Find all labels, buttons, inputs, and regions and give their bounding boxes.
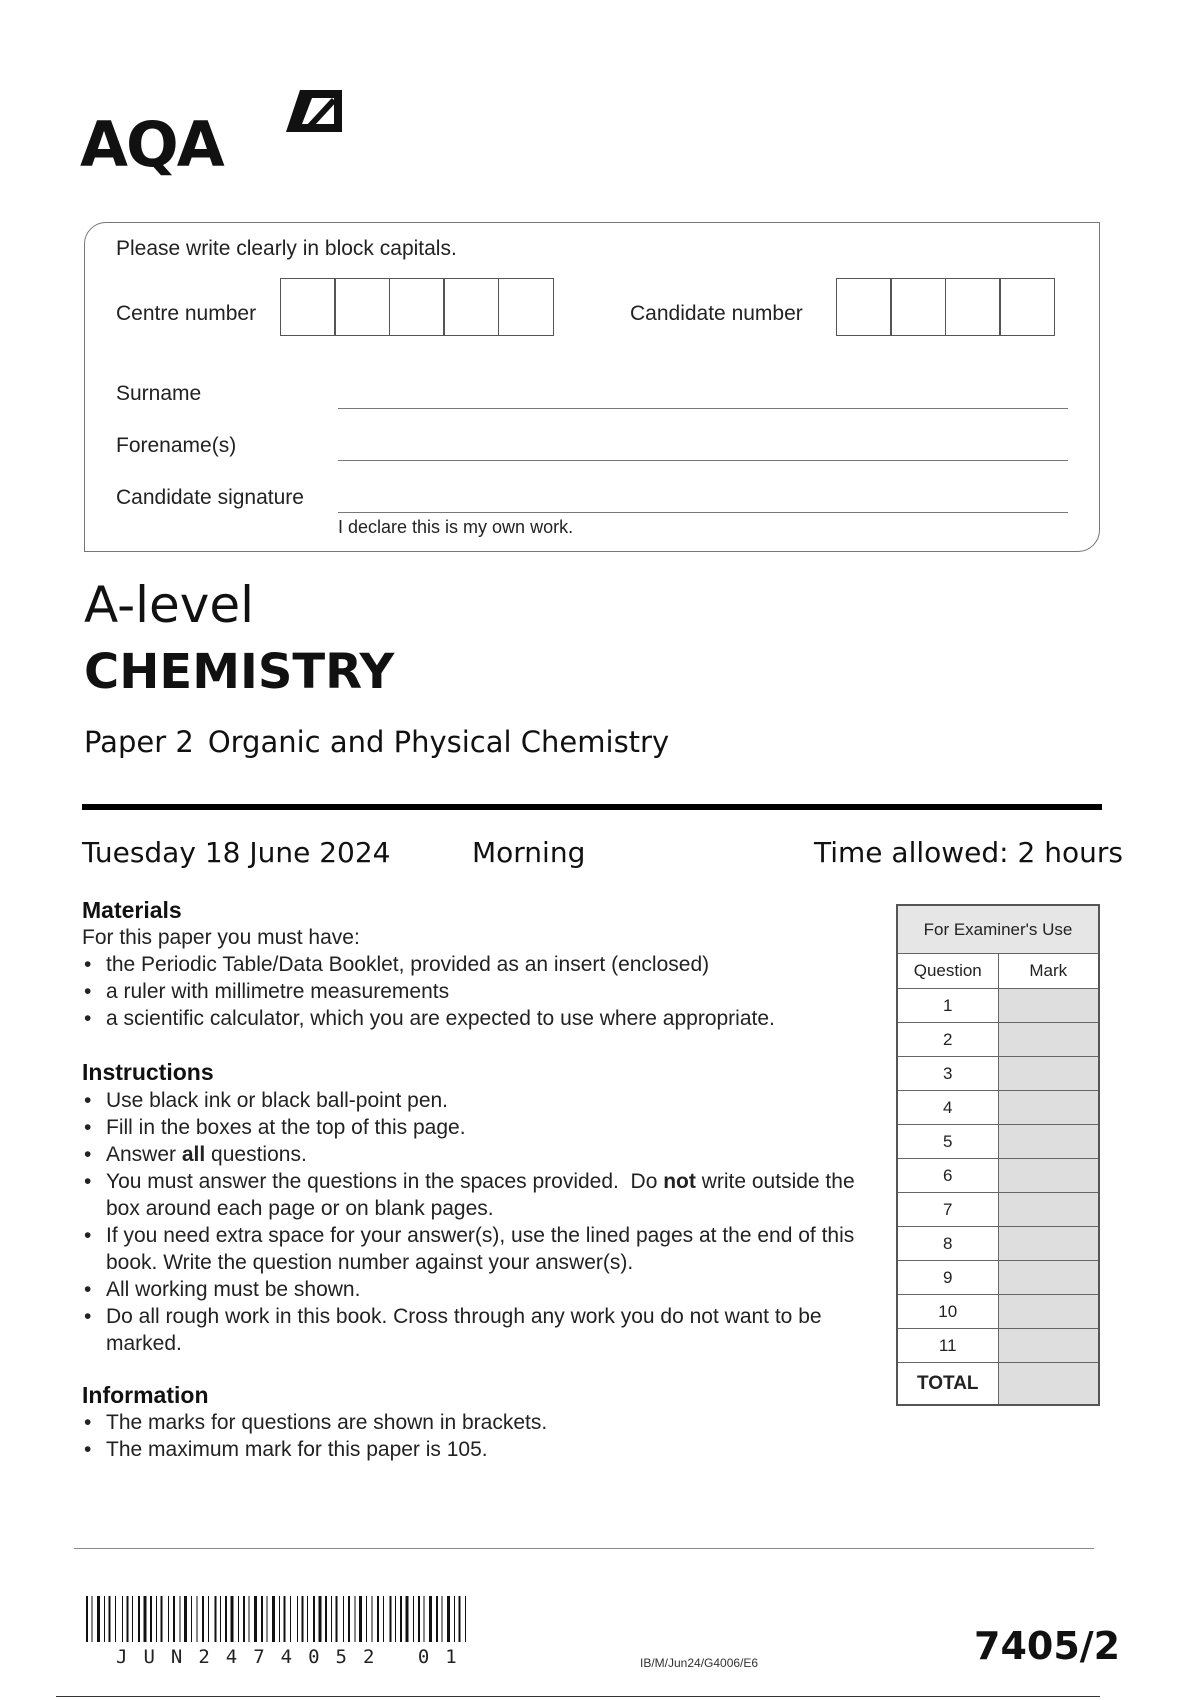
exam-session: Morning: [472, 836, 586, 869]
list-item: • Use black ink or black ball-point pen.: [82, 1087, 872, 1114]
barcode-bar: [465, 1596, 466, 1642]
candidate-digit-box[interactable]: [999, 278, 1055, 336]
question-number: 4: [897, 1091, 998, 1125]
materials-heading: Materials: [82, 897, 182, 923]
barcode-bar: [138, 1596, 140, 1642]
barcode-bar: [459, 1596, 461, 1642]
table-row: [897, 1159, 1099, 1193]
barcode-digits: JUN2474052 01: [116, 1646, 473, 1668]
mark-cell: [998, 989, 1099, 1023]
table-row: [897, 1227, 1099, 1261]
candidate-number-boxes[interactable]: [837, 278, 1055, 336]
block-capitals-instruction: Please write clearly in block capitals.: [116, 237, 457, 260]
list-item: • a ruler with millimetre measurements: [82, 978, 842, 1005]
paper-number: Paper 2: [84, 725, 194, 759]
mark-cell: [998, 1125, 1099, 1159]
table-row: [897, 1057, 1099, 1091]
barcode-bar: [336, 1596, 338, 1642]
mark-cell: [998, 1329, 1099, 1363]
mark-cell: [998, 1295, 1099, 1329]
page-bottom-rule: [56, 1696, 1100, 1697]
barcode-bar: [442, 1596, 443, 1642]
barcode-bar: [383, 1596, 384, 1642]
barcode-bar: [355, 1596, 356, 1642]
aqa-logo: [80, 86, 350, 186]
total-row: [897, 1363, 1099, 1406]
question-number: 8: [897, 1227, 998, 1261]
barcode-bar: [307, 1596, 308, 1642]
barcode-bar: [86, 1596, 88, 1642]
candidate-digit-box[interactable]: [890, 278, 946, 336]
barcode-bar: [97, 1596, 100, 1642]
list-item: • the Periodic Table/Data Booklet, provided as an insert (enclosed): [82, 951, 842, 978]
information-heading: Information: [82, 1382, 209, 1408]
total-mark-cell: [998, 1363, 1099, 1406]
examiner-table-title: For Examiner's Use: [897, 905, 1099, 954]
barcode-bar: [297, 1596, 298, 1642]
table-row: [897, 1261, 1099, 1295]
barcode: [86, 1596, 470, 1652]
mark-column-header: Mark: [998, 954, 1099, 989]
question-number: 9: [897, 1261, 998, 1295]
centre-number-boxes[interactable]: [281, 278, 554, 336]
centre-digit-box[interactable]: [389, 278, 445, 336]
footer-divider: [74, 1548, 1094, 1549]
barcode-bar: [331, 1596, 332, 1642]
exam-date: Tuesday 18 June 2024: [82, 836, 391, 869]
barcode-bar: [156, 1596, 157, 1642]
qualification-level: A-level: [84, 576, 255, 634]
list-item: • You must answer the questions in the spaces provided. Do not write outside the box around each page or on blank pages.: [82, 1168, 872, 1222]
barcode-bar: [202, 1596, 204, 1642]
barcode-bar: [348, 1596, 350, 1642]
forenames-field[interactable]: [338, 460, 1068, 461]
paper-code: 7405/2: [974, 1624, 1121, 1668]
table-row: [897, 989, 1099, 1023]
mark-cell: [998, 1091, 1099, 1125]
surname-label: Surname: [116, 382, 202, 405]
list-item: • Fill in the boxes at the top of this page.: [82, 1114, 872, 1141]
barcode-bar: [454, 1596, 455, 1642]
table-row: [897, 1125, 1099, 1159]
list-item: • The marks for questions are shown in brackets.: [82, 1409, 842, 1436]
barcode-bar: [150, 1596, 152, 1642]
question-number: 6: [897, 1159, 998, 1193]
declaration-text: I declare this is my own work.: [338, 517, 574, 537]
barcode-bar: [413, 1596, 414, 1642]
barcode-bar: [220, 1596, 221, 1642]
barcode-bar: [390, 1596, 392, 1642]
barcode-bar: [92, 1596, 93, 1642]
question-number: 10: [897, 1295, 998, 1329]
question-column-header: Question: [897, 954, 998, 989]
barcode-bar: [184, 1596, 187, 1642]
candidate-number-label: Candidate number: [630, 302, 803, 325]
question-number: 5: [897, 1125, 998, 1159]
time-allowed: Time allowed: 2 hours: [814, 836, 1123, 869]
list-item: • The maximum mark for this paper is 105.: [82, 1436, 842, 1463]
table-row: [897, 1329, 1099, 1363]
table-row: [897, 1091, 1099, 1125]
barcode-bar: [115, 1596, 116, 1642]
list-item: • Answer all questions.: [82, 1141, 872, 1168]
barcode-bar: [180, 1596, 181, 1642]
barcode-bar: [319, 1596, 322, 1642]
paper-reference: IB/M/Jun24/G4006/E6: [640, 1656, 759, 1670]
total-label: TOTAL: [897, 1363, 998, 1406]
barcode-bar: [173, 1596, 175, 1642]
barcode-bar: [366, 1596, 367, 1642]
surname-field[interactable]: [338, 408, 1068, 409]
materials-list: [82, 951, 842, 1032]
question-number: 7: [897, 1193, 998, 1227]
barcode-bar: [132, 1596, 133, 1642]
barcode-bar: [372, 1596, 373, 1642]
barcode-bar: [109, 1596, 111, 1642]
barcode-bar: [243, 1596, 245, 1642]
barcode-bar: [359, 1596, 362, 1642]
barcode-bar: [284, 1596, 286, 1642]
list-item: • All working must be shown.: [82, 1276, 872, 1303]
paper-name: Organic and Physical Chemistry: [207, 725, 670, 759]
centre-digit-box[interactable]: [280, 278, 336, 336]
barcode-bar: [313, 1596, 315, 1642]
barcode-bar: [249, 1596, 250, 1642]
information-list: [82, 1409, 842, 1463]
barcode-bar: [447, 1596, 450, 1642]
barcode-bar: [418, 1596, 420, 1642]
barcode-bar: [261, 1596, 263, 1642]
candidate-digit-box[interactable]: [836, 278, 892, 336]
instructions-list: [82, 1087, 872, 1357]
barcode-bar: [279, 1596, 280, 1642]
barcode-bar: [400, 1596, 402, 1642]
mark-cell: [998, 1159, 1099, 1193]
centre-digit-box[interactable]: [334, 278, 390, 336]
barcode-bar: [290, 1596, 291, 1642]
barcode-bar: [104, 1596, 105, 1642]
header-divider: [82, 804, 1102, 810]
barcode-bar: [208, 1596, 209, 1642]
barcode-bar: [395, 1596, 396, 1642]
barcode-bar: [325, 1596, 327, 1642]
question-number: 2: [897, 1023, 998, 1057]
barcode-bar: [122, 1596, 123, 1642]
table-row: [897, 1193, 1099, 1227]
question-number: 3: [897, 1057, 998, 1091]
barcode-bar: [302, 1596, 304, 1642]
barcode-bar: [377, 1596, 379, 1642]
list-item: • a scientific calculator, which you are expected to use where appropriate.: [82, 1005, 842, 1032]
paper-title: [84, 725, 669, 759]
examiner-use-table: [896, 904, 1100, 1406]
barcode-bar: [429, 1596, 432, 1642]
subject-title: CHEMISTRY: [84, 644, 395, 700]
barcode-bar: [225, 1596, 227, 1642]
question-number: 11: [897, 1329, 998, 1363]
mark-cell: [998, 1057, 1099, 1091]
logo-text: AQA: [80, 108, 223, 181]
barcode-bar: [254, 1596, 257, 1642]
centre-digit-box[interactable]: [443, 278, 499, 336]
signature-field[interactable]: [338, 512, 1068, 513]
barcode-bar: [267, 1596, 268, 1642]
centre-digit-box[interactable]: [498, 278, 554, 336]
table-row: [897, 1023, 1099, 1057]
mark-cell: [998, 1193, 1099, 1227]
barcode-bar: [238, 1596, 239, 1642]
barcode-bar: [231, 1596, 234, 1642]
centre-number-label: Centre number: [116, 302, 257, 325]
list-item: • Do all rough work in this book. Cross through any work you do not want to be marked.: [82, 1303, 872, 1357]
barcode-bar: [161, 1596, 163, 1642]
candidate-digit-box[interactable]: [945, 278, 1001, 336]
barcode-bar: [127, 1596, 129, 1642]
list-item: • If you need extra space for your answer(s), use the lined pages at the end of this book. Write the question number against your answer(s).: [82, 1222, 872, 1276]
forenames-label: Forename(s): [116, 434, 237, 457]
barcode-bar: [144, 1596, 147, 1642]
barcode-bar: [197, 1596, 198, 1642]
aqa-flag-icon: [284, 86, 346, 146]
barcode-bar: [191, 1596, 192, 1642]
question-number: 1: [897, 989, 998, 1023]
mark-cell: [998, 1261, 1099, 1295]
mark-cell: [998, 1023, 1099, 1057]
barcode-bar: [406, 1596, 409, 1642]
barcode-bar: [215, 1596, 217, 1642]
barcode-bar: [424, 1596, 425, 1642]
materials-intro: For this paper you must have:: [82, 926, 360, 949]
signature-label: Candidate signature: [116, 486, 304, 509]
barcode-bar: [168, 1596, 169, 1642]
barcode-bar: [343, 1596, 344, 1642]
table-row: [897, 1295, 1099, 1329]
barcode-bar: [272, 1596, 275, 1642]
barcode-bar: [436, 1596, 438, 1642]
instructions-heading: Instructions: [82, 1059, 214, 1085]
mark-cell: [998, 1227, 1099, 1261]
